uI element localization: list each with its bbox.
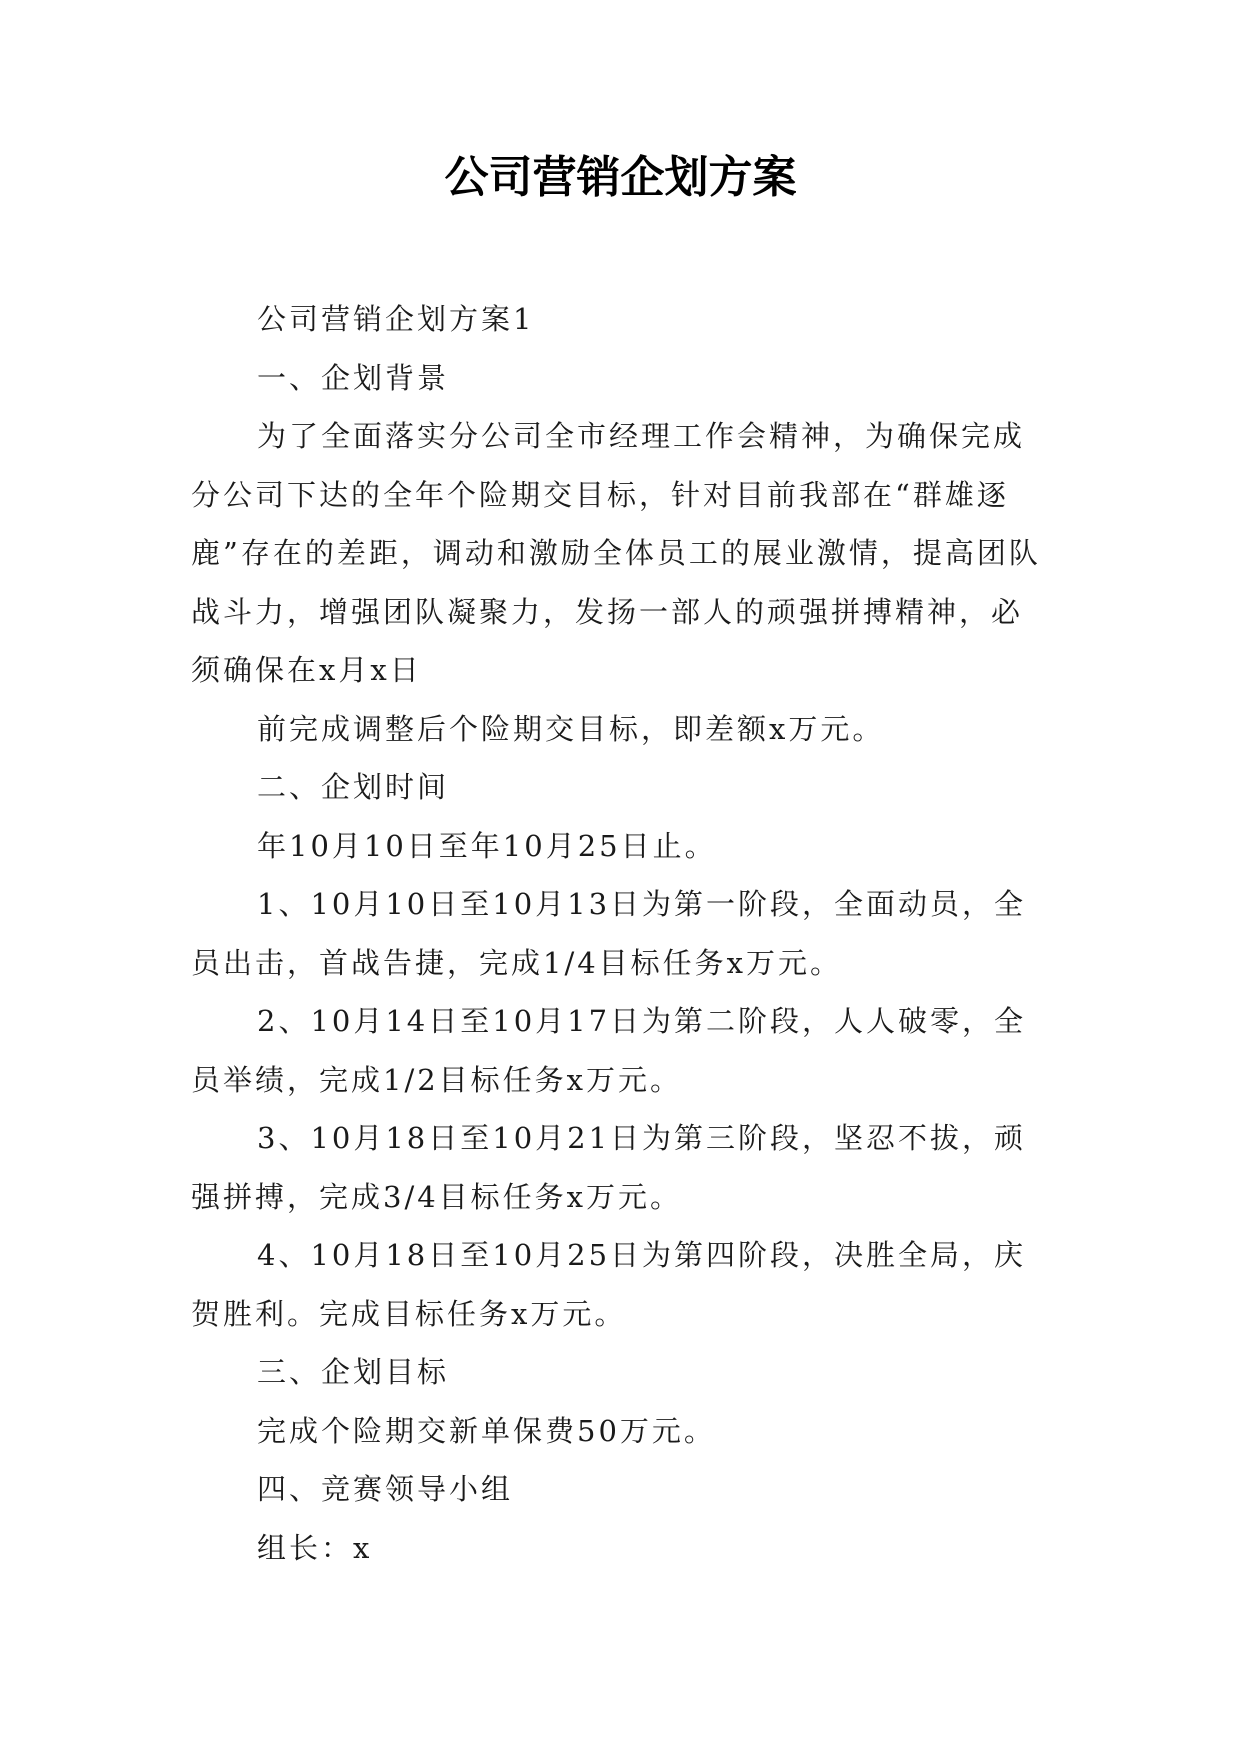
section-heading-goal: 三、企划目标 xyxy=(257,1355,450,1389)
document-title: 公司营销企划方案 xyxy=(444,152,797,203)
paragraph-goal: 完成个险期交新单保费50万元。 xyxy=(257,1413,716,1448)
paragraph-time-range: 年10月10日至年10月25日止。 xyxy=(257,828,717,863)
paragraph-stage-4: 4、10月18日至10月25日为第四阶段，决胜全局，庆贺胜利。完成目标任务x万元。 xyxy=(191,1238,1027,1331)
section-heading-leadership: 四、竞赛领导小组 xyxy=(257,1472,514,1506)
section-heading-background: 一、企划背景 xyxy=(257,360,450,395)
paragraph-stage-3: 3、10月18日至10月21日为第三阶段，坚忍不拔，顽强拼搏，完成3/4目标任务x万元。 xyxy=(191,1121,1027,1214)
paragraph-stage-2: 2、10月14日至10月17日为第二阶段，人人破零，全员举绩，完成1/2目标任务x万元。 xyxy=(191,1004,1027,1097)
paragraph-leader: 组长：x xyxy=(257,1530,373,1565)
section-heading-time: 二、企划时间 xyxy=(257,770,450,804)
document-body xyxy=(191,290,1053,1577)
paragraph-subtitle: 公司营销企划方案1 xyxy=(257,302,535,336)
paragraph-target-deadline: 前完成调整后个险期交目标，即差额x万元。 xyxy=(257,711,885,746)
paragraph-stage-1: 1、10月10日至10月13日为第一阶段，全面动员，全员出击，首战告捷，完成1/4目标任务x万元。 xyxy=(191,887,1027,980)
paragraph-background: 为了全面落实分公司全市经理工作会精神，为确保完成分公司下达的全年个险期交目标，针对目前我部在“群雄逐鹿”存在的差距，调动和激励全体员工的展业激情，提高团队战斗力，增强团队凝聚力，发扬一部人的顽强拼搏精神，必须确保在x月x日 xyxy=(191,419,1041,687)
